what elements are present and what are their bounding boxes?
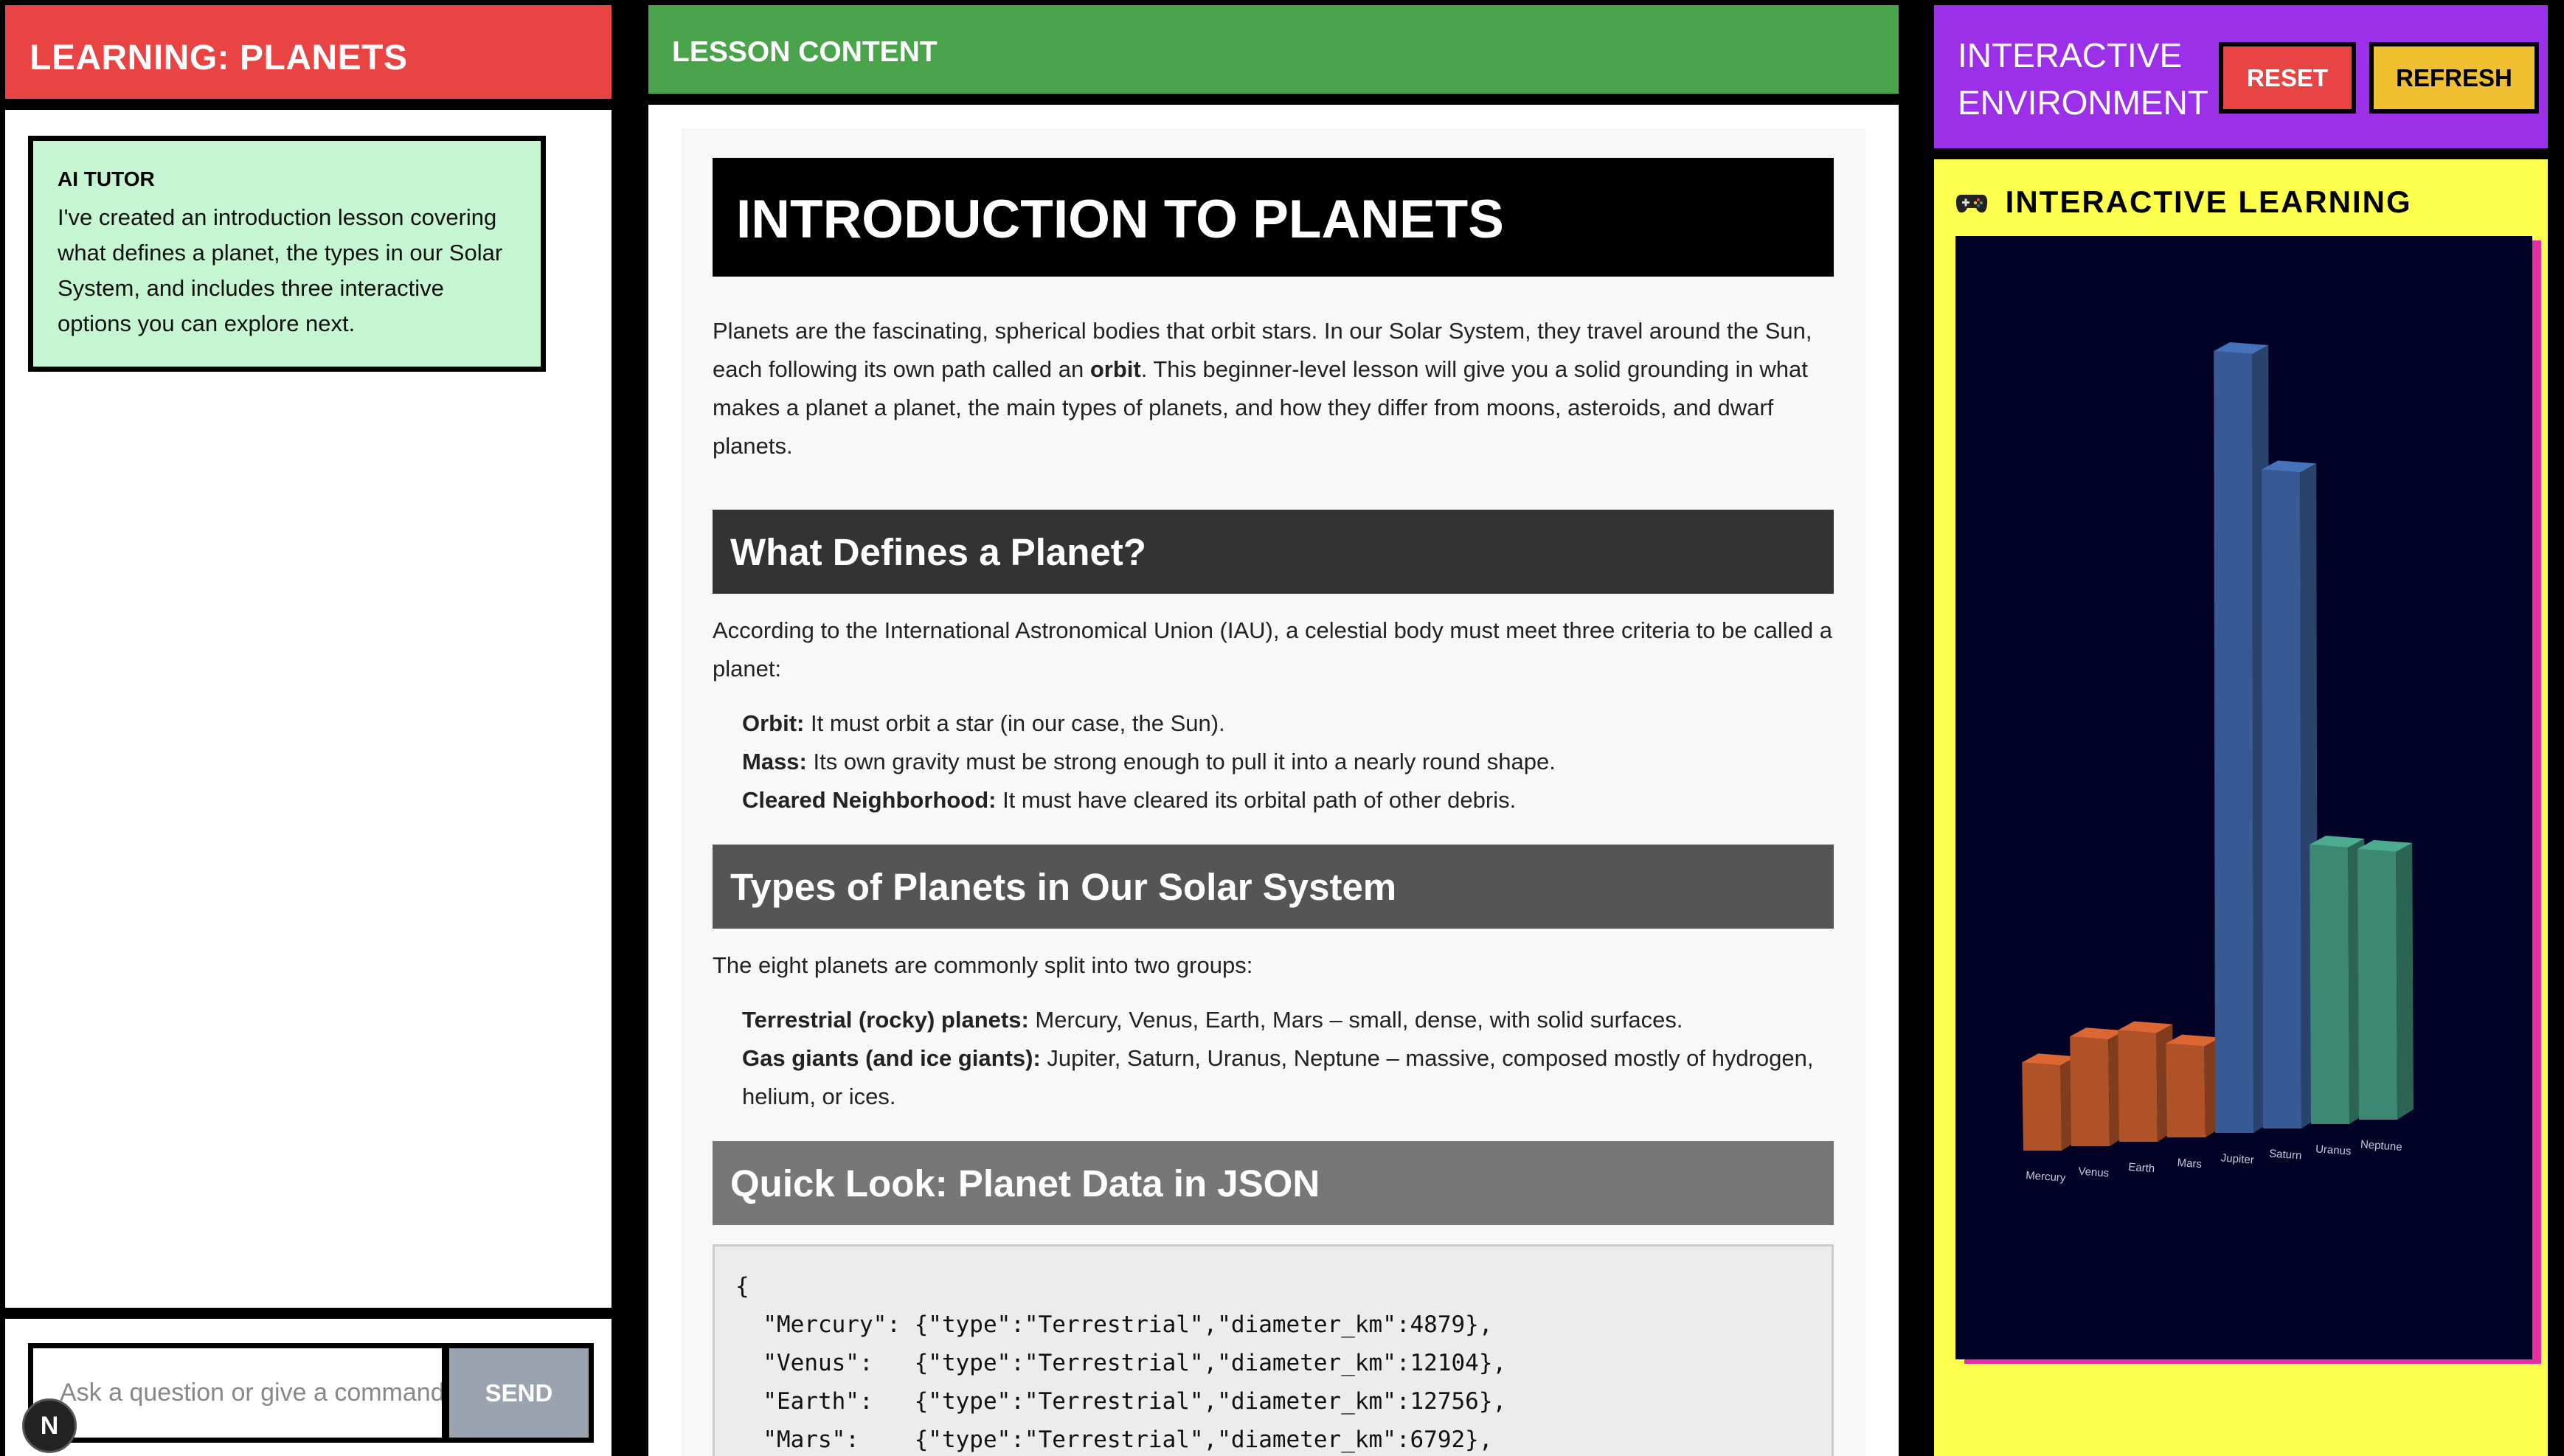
chart-bar-mercury <box>2022 1062 2062 1151</box>
chart-tick-label: Jupiter <box>2220 1151 2255 1167</box>
chat-composer <box>5 1319 611 1456</box>
ai-tutor-message <box>28 136 546 372</box>
panel-title: LEARNING: PLANETS <box>30 38 408 77</box>
list-item: Gas giants (and ice giants): Jupiter, Saturn, Uranus, Neptune – massive, composed mostly of hydrogen, helium, or ices. <box>742 1045 1814 1109</box>
panel-title: LESSON CONTENT <box>672 36 938 68</box>
chart-tick-label: Mars <box>2177 1156 2203 1171</box>
ai-tutor-text: I've created an introduction lesson covering what defines a planet, the types in our Solar System, and includes three interactive options you can explore next. <box>58 204 503 336</box>
chat-input[interactable] <box>33 1348 442 1438</box>
planet-3d-chart[interactable] <box>1955 236 2532 1359</box>
n-logo-icon[interactable]: N <box>22 1398 77 1453</box>
planet-types-list <box>713 1001 1834 1116</box>
chat-history <box>5 110 611 1308</box>
interactive-section-title: INTERACTIVE LEARNING <box>1955 184 2412 220</box>
right-panel-header <box>1934 5 2548 148</box>
chart-bar-venus <box>2070 1036 2110 1146</box>
chart-tick-label: Mercury <box>2025 1169 2066 1185</box>
list-item: Terrestrial (rocky) planets: Mercury, Venus, Earth, Mars – small, dense, with solid surfaces. <box>742 1007 1683 1033</box>
chart-bar-jupiter <box>2214 351 2253 1133</box>
chart-tick-label: Venus <box>2077 1165 2110 1180</box>
chart-tick-label: Uranus <box>2315 1143 2352 1158</box>
list-item: Mass: Its own gravity must be strong enough to pull it into a nearly round shape. <box>742 749 1556 774</box>
refresh-button[interactable]: REFRESH <box>2369 42 2539 114</box>
section-text: The eight planets are commonly split into two groups: <box>713 952 1253 978</box>
list-item: Orbit: It must orbit a star (in our case, the Sun). <box>742 710 1225 736</box>
chart-bar-neptune <box>2357 849 2397 1120</box>
chart-bar-mars <box>2166 1044 2206 1137</box>
send-button[interactable]: SEND <box>449 1348 589 1438</box>
chart-bar-saturn <box>2262 469 2301 1129</box>
chart-bar-uranus <box>2310 845 2349 1124</box>
chart-bar-side <box>2396 843 2414 1120</box>
chart-tick-label: Saturn <box>2268 1147 2302 1162</box>
chart-tick-label: Neptune <box>2360 1138 2403 1154</box>
section-heading: Types of Planets in Our Solar System <box>713 845 1834 929</box>
planet-chart-svg <box>1955 236 2532 1359</box>
center-panel-header <box>648 5 1899 94</box>
json-code-block: { "Mercury": {"type":"Terrestrial","diameter_km":4879}, "Venus": {"type":"Terrestrial","diameter_km":12104}, "Earth": {"type":"Terrestrial","diameter_km":12756}, "Mars": {"type":"Terrestrial","diameter_km":6792}, <box>713 1244 1834 1456</box>
panel-title: INTERACTIVE ENVIRONMENT <box>1958 36 2208 122</box>
section-text: According to the International Astronomical Union (IAU), a celestial body must meet three criteria to be called a planet: <box>713 617 1833 682</box>
ai-tutor-label: AI TUTOR <box>58 167 155 190</box>
interactive-area <box>1934 159 2548 1456</box>
lesson-title: INTRODUCTION TO PLANETS <box>713 158 1834 277</box>
criteria-list <box>713 704 1834 819</box>
game-controller-icon <box>1955 184 2006 219</box>
lesson-card <box>682 128 1865 1456</box>
list-item: Cleared Neighborhood: It must have cleared its orbital path of other debris. <box>742 787 1517 813</box>
section-heading: Quick Look: Planet Data in JSON <box>713 1141 1834 1225</box>
chart-tick-label: Earth <box>2127 1160 2155 1176</box>
chat-input-group <box>28 1343 594 1443</box>
chart-bar-earth <box>2118 1030 2158 1142</box>
lesson-scroll-area[interactable] <box>648 105 1899 1456</box>
reset-button[interactable]: RESET <box>2219 42 2356 114</box>
section-heading: What Defines a Planet? <box>713 510 1834 594</box>
lesson-intro: Planets are the fascinating, spherical bodies that orbit stars. In our Solar System, they travel around the Sun, each following its own path called an orbit. This beginner-level lesson will give you a solid grounding in what makes a planet a planet, the main types of planets, and how they differ from moons, asteroids, and dwarf planets. <box>713 318 1812 459</box>
left-panel-header <box>5 5 611 99</box>
